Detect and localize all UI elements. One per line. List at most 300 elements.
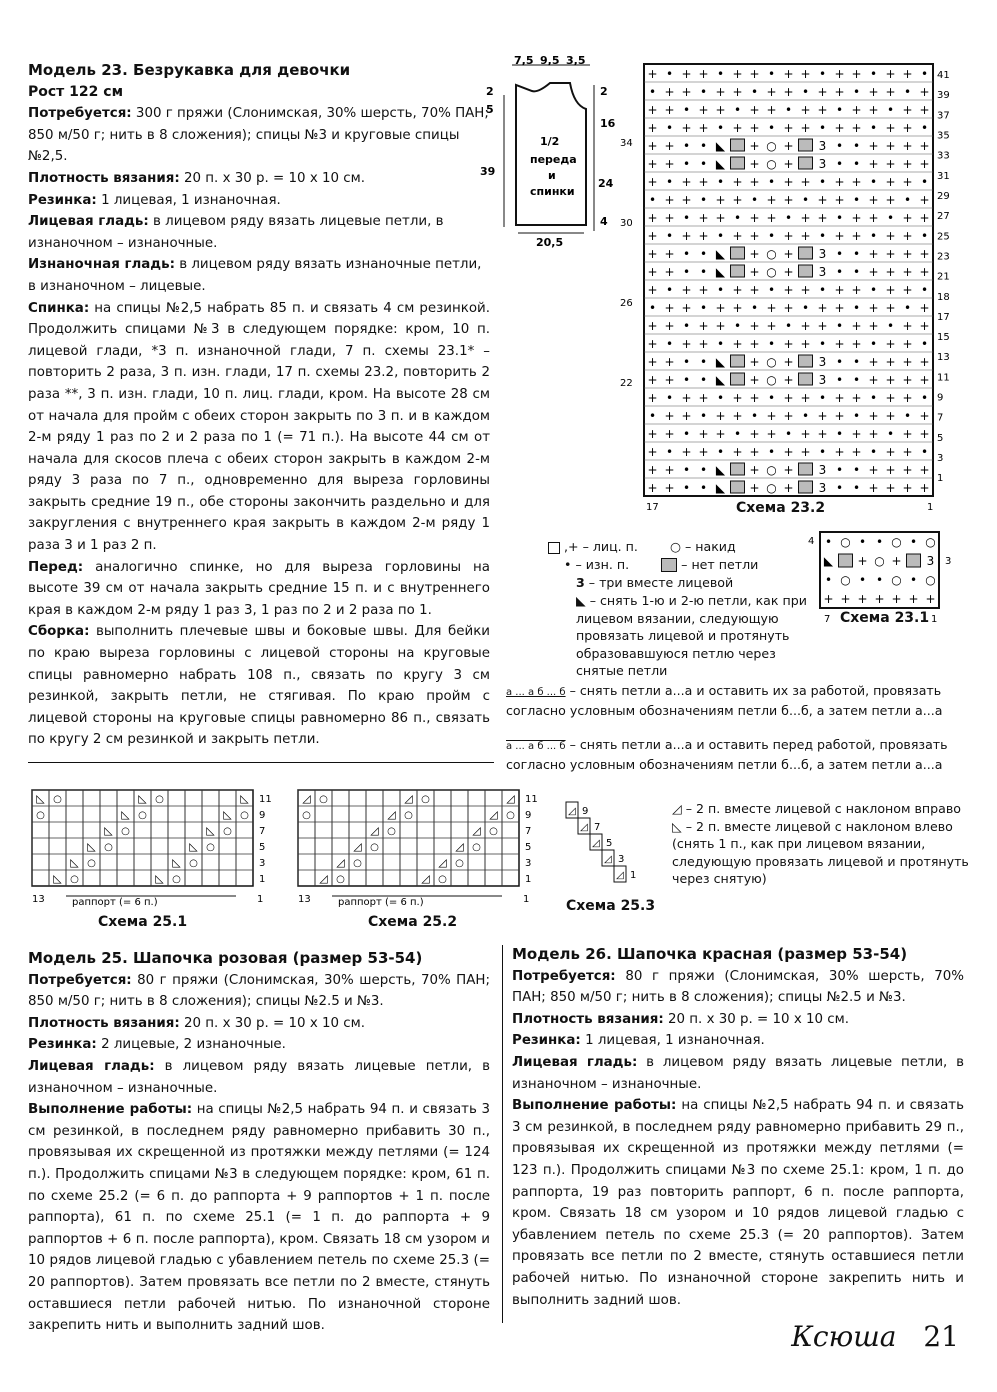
stitch-symbol: • [818, 283, 827, 297]
col-number-right: 1 [931, 614, 938, 625]
stitch-symbol: + [698, 175, 709, 189]
decrease-symbol: ◺ [104, 824, 113, 837]
stitch-symbol: + [664, 103, 675, 117]
divider [28, 762, 494, 763]
stitch-symbol: + [868, 139, 879, 153]
decrease-symbol: ◺ [87, 840, 96, 853]
stitch-symbol: • [665, 445, 674, 459]
stitch-symbol: ○ [766, 139, 777, 153]
col-number-left: 13 [32, 894, 45, 905]
row-number: 5 [606, 838, 613, 849]
row-number-left: 26 [620, 298, 633, 309]
rapport-label: раппорт (= 6 п.) [72, 897, 158, 908]
stitch-symbol: • [869, 229, 878, 243]
stitch-symbol: • [920, 283, 929, 297]
stitch-symbol: + [664, 85, 675, 99]
stitch-symbol: • [699, 463, 708, 477]
stitch-symbol: • [665, 229, 674, 243]
stitch-symbol: + [766, 193, 777, 207]
stitch-symbol: + [919, 139, 930, 153]
decrease-symbol: ◿ [387, 808, 396, 821]
col-number-left: 7 [824, 614, 831, 625]
stitch-symbol: + [919, 211, 930, 225]
model25-text [28, 948, 490, 1337]
stitch-symbol: + [868, 409, 879, 423]
stitch-symbol: + [681, 229, 692, 243]
stitch-symbol: • [852, 301, 861, 315]
stitch-symbol: • [920, 121, 929, 135]
stitch-symbol: + [902, 247, 913, 261]
stitch-symbol: ◣ [715, 139, 726, 153]
legend-cable-back: – снять петли а...а и оставить их за работой, провязать согласно условным обозначениям петли б...б, а затем петли а...а [506, 683, 943, 718]
nostitch-cell [839, 554, 853, 567]
stitch-symbol: + [749, 319, 760, 333]
stitch-symbol: + [885, 337, 896, 351]
footer [791, 1320, 959, 1353]
stitch-symbol: + [664, 355, 675, 369]
stitch-symbol: + [851, 391, 862, 405]
stitch-symbol: + [647, 373, 658, 387]
stitch-symbol: + [749, 481, 760, 495]
stitch-symbol: • [858, 573, 867, 587]
stitch-symbol: + [766, 427, 777, 441]
stitch-symbol: + [823, 592, 834, 606]
stitch-symbol: + [800, 67, 811, 81]
stitch-symbol: + [902, 139, 913, 153]
m25-density-text: 20 п. x 30 р. = 10 x 10 см. [184, 1015, 366, 1031]
stitch-symbol: • [835, 247, 844, 261]
stitch-symbol: + [885, 391, 896, 405]
nostitch-cell [731, 247, 745, 259]
stitch-symbol: + [851, 67, 862, 81]
decrease-symbol: ◺ [206, 824, 215, 837]
stitch-symbol: + [681, 193, 692, 207]
row-number: 1 [259, 874, 266, 885]
stitch-symbol: + [749, 463, 760, 477]
stitch-symbol: + [647, 157, 658, 171]
stitch-symbol: • [665, 337, 674, 351]
yo-symbol: ○ [336, 874, 345, 885]
stitch-symbol: • [869, 337, 878, 351]
model26-text [512, 944, 964, 1311]
stitch-symbol: + [749, 157, 760, 171]
stitch-symbol: + [664, 319, 675, 333]
row-number: 7 [525, 826, 532, 837]
stitch-symbol: • [886, 103, 895, 117]
nostitch-cell [731, 157, 745, 169]
stitch-symbol: + [783, 157, 794, 171]
stitch-symbol: • [835, 265, 844, 279]
stitch-symbol: • [665, 283, 674, 297]
stitch-symbol: + [902, 355, 913, 369]
stitch-symbol: + [834, 121, 845, 135]
yo-symbol: ○ [87, 858, 96, 869]
stitch-symbol: • [665, 67, 674, 81]
stitch-symbol: ○ [766, 373, 777, 387]
piece-label-3: и [548, 169, 556, 182]
row-number: 3 [525, 858, 532, 869]
stitch-symbol: • [818, 67, 827, 81]
stitch-symbol: • [852, 85, 861, 99]
row-number: 3 [618, 854, 625, 865]
cable-back-symbol: а ... а б ... б [506, 687, 566, 698]
model26-title: Модель 26. Шапочка красная (размер 53-54) [512, 945, 908, 963]
stitch-symbol: + [783, 391, 794, 405]
stitch-symbol: + [868, 265, 879, 279]
stitch-symbol: + [800, 337, 811, 351]
stitch-symbol: 3 [818, 157, 827, 171]
schema-25-1-chart [28, 784, 278, 914]
stitch-symbol: • [920, 229, 929, 243]
row-number-right: 7 [937, 412, 944, 424]
stitch-symbol: • [875, 573, 884, 587]
legend-cable-front: – снять петли а...а и оставить перед работой, провязать согласно условным обозначениям петли б...б, а затем петли а...а [506, 737, 948, 772]
stitch-symbol: • [767, 337, 776, 351]
stitch-symbol: + [902, 265, 913, 279]
m26-req-label: Потребуется: [512, 968, 616, 984]
stitch-symbol: + [715, 409, 726, 423]
decrease-symbol: ◿ [404, 792, 413, 805]
stitch-symbol: + [647, 319, 658, 333]
stitch-symbol: + [732, 445, 743, 459]
stitch-symbol: + [664, 265, 675, 279]
stitch-symbol: + [868, 463, 879, 477]
stitch-symbol: • [750, 301, 759, 315]
row-number-right: 1 [937, 473, 944, 485]
stitch-symbol: • [699, 355, 708, 369]
model23-title: Модель 23. Безрукавка для девочки [28, 61, 351, 79]
stitch-symbol: • [835, 373, 844, 387]
stitch-symbol: • [716, 229, 725, 243]
stitch-symbol: + [868, 211, 879, 225]
nostitch-cell [731, 355, 745, 367]
stitch-symbol: • [835, 103, 844, 117]
stitch-symbol: + [766, 319, 777, 333]
stitch-symbol: • [903, 85, 912, 99]
stitch-symbol: + [834, 409, 845, 423]
stitch-symbol: + [647, 247, 658, 261]
rib-label: Резинка: [28, 192, 97, 208]
stitch-symbol: + [783, 139, 794, 153]
m25-req-label: Потребуется: [28, 972, 132, 988]
dim-right-2: 16 [600, 117, 616, 130]
decrease-symbol: ◿ [438, 856, 447, 869]
stitch-symbol: • [699, 157, 708, 171]
yo-symbol: ○ [455, 858, 464, 869]
stitch-symbol: • [682, 373, 691, 387]
stitch-symbol: • [767, 121, 776, 135]
stitch-symbol: • [824, 573, 833, 587]
stitch-symbol: • [852, 463, 861, 477]
stock-text: в лицевом ряду вязать лицевые петли, в изнаночном – изнаночные. [28, 214, 444, 251]
stitch-symbol: + [834, 337, 845, 351]
legend-nostitch: – нет петли [681, 556, 759, 572]
stitch-symbol: ◣ [715, 247, 726, 261]
stitch-symbol: ○ [766, 157, 777, 171]
stitch-symbol: ○ [766, 265, 777, 279]
yo-symbol: ○ [489, 826, 498, 837]
schema-25-2-caption: Схема 25.2 [368, 914, 458, 930]
stitch-symbol: • [869, 283, 878, 297]
stitch-symbol: + [664, 373, 675, 387]
stitch-symbol: + [749, 211, 760, 225]
row-number-right: 25 [937, 231, 950, 243]
stitch-symbol: + [732, 337, 743, 351]
stitch-symbol: • [784, 103, 793, 117]
nostitch-cell [799, 157, 813, 169]
stitch-symbol: + [868, 355, 879, 369]
stitch-symbol: • [767, 175, 776, 189]
stitch-symbol: • [818, 175, 827, 189]
decrease-symbol: ◺ [172, 856, 181, 869]
col-number-left: 17 [646, 502, 659, 513]
stitch-symbol: 3 [818, 139, 827, 153]
schema-25-2-chart [294, 784, 544, 914]
stitch-symbol: + [749, 355, 760, 369]
yo-symbol: ○ [472, 842, 481, 853]
stitch-symbol: • [682, 211, 691, 225]
stitch-symbol: + [664, 211, 675, 225]
stitch-symbol: • [648, 409, 657, 423]
stitch-symbol: + [647, 229, 658, 243]
stitch-symbol: + [902, 67, 913, 81]
stitch-symbol: • [716, 337, 725, 351]
decrease-symbol: ◺ [189, 840, 198, 853]
stitch-symbol: + [664, 481, 675, 495]
yo-symbol: ○ [319, 794, 328, 805]
stitch-symbol: + [732, 67, 743, 81]
back-label: Спинка: [28, 300, 90, 316]
decrease-symbol: ◿ [302, 792, 311, 805]
stitch-symbol: • [818, 121, 827, 135]
stitch-symbol: + [698, 211, 709, 225]
stitch-symbol: • [909, 535, 918, 549]
row-number: 11 [259, 794, 272, 805]
stitch-symbol: • [835, 427, 844, 441]
stitch-symbol: 3 [926, 554, 935, 568]
stitch-symbol: + [817, 319, 828, 333]
stitch-symbol: + [902, 103, 913, 117]
decrease-symbol: ◺ [121, 808, 130, 821]
row-number-left: 34 [620, 138, 633, 149]
stitch-symbol: + [800, 319, 811, 333]
yo-symbol: ○ [353, 858, 362, 869]
m26-density-label: Плотность вязания: [512, 1011, 664, 1027]
stitch-symbol: • [665, 391, 674, 405]
stitch-symbol: + [698, 445, 709, 459]
nostitch-cell [731, 139, 745, 151]
stitch-symbol: • [716, 391, 725, 405]
stitch-symbol: • [682, 265, 691, 279]
m25-work-label: Выполнение работы: [28, 1102, 193, 1118]
stitch-symbol: + [885, 265, 896, 279]
stitch-symbol: + [902, 463, 913, 477]
stitch-symbol: + [919, 103, 930, 117]
stitch-symbol: + [749, 337, 760, 351]
m25-req-text: 80 г пряжи (Слонимская, 30% шерсть, 70% ПАН; 850 м/50 г; нить в 8 сложения); спицы №2.5 и №3. [28, 972, 490, 1010]
stitch-symbol: • [835, 319, 844, 333]
yo-symbol: ○ [302, 810, 311, 821]
stitch-symbol: + [874, 592, 885, 606]
legend-yo: – накид [684, 539, 736, 554]
stitch-symbol: + [647, 355, 658, 369]
stitch-symbol: + [749, 229, 760, 243]
stitch-symbol: + [868, 427, 879, 441]
stitch-symbol: • [835, 463, 844, 477]
legend-cable-front-row [506, 736, 966, 773]
stitch-symbol: + [885, 481, 896, 495]
schema-25-3-caption: Схема 25.3 [566, 898, 656, 914]
stitch-symbol: + [902, 229, 913, 243]
stitch-symbol: + [783, 373, 794, 387]
stitch-symbol: + [732, 283, 743, 297]
stitch-symbol: • [858, 535, 867, 549]
stitch-symbol: + [749, 427, 760, 441]
stitch-symbol: • [852, 157, 861, 171]
stitch-symbol: + [647, 337, 658, 351]
stitch-symbol: + [868, 85, 879, 99]
stitch-symbol: + [783, 247, 794, 261]
stitch-symbol: + [902, 391, 913, 405]
row-number-right: 15 [937, 332, 950, 344]
dim-left-3: 39 [480, 165, 496, 178]
stitch-symbol: • [716, 121, 725, 135]
legend-25 [672, 800, 972, 888]
piece-label-2: переда [530, 153, 577, 166]
dim-right-4: 4 [600, 215, 608, 228]
stitch-symbol: + [698, 67, 709, 81]
stitch-symbol: + [817, 103, 828, 117]
schema-25-1-caption: Схема 25.1 [98, 914, 188, 930]
stitch-symbol: + [919, 319, 930, 333]
row-number: 5 [525, 842, 532, 853]
row-number: 5 [259, 842, 266, 853]
stitch-symbol: + [868, 157, 879, 171]
legend-k3tog: – три вместе лицевой [588, 575, 734, 590]
stitch-symbol: + [891, 554, 902, 568]
row-number: 3 [259, 858, 266, 869]
stitch-symbol: + [783, 193, 794, 207]
decrease-symbol: ◿ [489, 808, 498, 821]
stitch-symbol: • [648, 85, 657, 99]
stitch-symbol: ○ [840, 535, 851, 549]
stitch-symbol: • [750, 193, 759, 207]
stitch-symbol: + [732, 121, 743, 135]
stitch-symbol: + [885, 355, 896, 369]
slip-symbol-icon: ◣ [576, 593, 586, 608]
stitch-symbol: + [891, 592, 902, 606]
stitch-symbol: • [784, 319, 793, 333]
m25-stock-text: в лицевом ряду вязать лицевые петли, в изнаночном – изнаночные. [28, 1058, 490, 1096]
stitch-symbol: + [681, 445, 692, 459]
stitch-symbol: + [664, 193, 675, 207]
stitch-symbol: ◣ [715, 265, 726, 279]
schema-23-2-caption: Схема 23.2 [736, 500, 826, 516]
stitch-symbol: + [749, 67, 760, 81]
stitch-symbol: + [868, 247, 879, 261]
stitch-symbol: + [851, 283, 862, 297]
stitch-symbol: • [682, 355, 691, 369]
row-number: 9 [259, 810, 266, 821]
yo-symbol: ○ [104, 842, 113, 853]
row-number-right: 9 [937, 392, 944, 404]
dim-top-3: 3,5 [566, 54, 586, 67]
stitch-symbol: + [783, 409, 794, 423]
assembly-text: выполнить плечевые швы и боковые швы. Для бейки по краю выреза горловины с лицевой стороны на круговые спицы равномерно набрать 108 п., связать по кругу 3 см резинкой, закрыть петли, не стягивая. По краю пройм с лицевой стороны на круговые спицы равномерно 86 п., связать по кругу 2 см резинкой и закрыть петли. [28, 624, 490, 748]
rib-text: 1 лицевая, 1 изнаночная. [101, 192, 281, 208]
stitch-symbol: + [749, 247, 760, 261]
nostitch-cell [799, 463, 813, 475]
row-number-right: 18 [937, 291, 950, 303]
stitch-symbol: • [903, 193, 912, 207]
stitch-symbol: + [902, 337, 913, 351]
m26-rib-text: 1 лицевая, 1 изнаночная. [585, 1033, 765, 1049]
col-number-right: 1 [257, 894, 264, 905]
m25-rib-text: 2 лицевые, 2 изнаночные. [101, 1037, 286, 1053]
stitch-symbol: • [665, 121, 674, 135]
stitch-symbol: + [902, 157, 913, 171]
stitch-symbol: + [919, 85, 930, 99]
stitch-symbol: + [885, 157, 896, 171]
stitch-symbol: + [868, 373, 879, 387]
stitch-symbol: + [851, 211, 862, 225]
back-text: на спицы №2,5 набрать 85 п. и связать 4 см резинкой. Продолжить спицами №3 в следующем порядке: кром, 10 п. лицевой глади, *3 п. изнаночной глади, 7 п. схемы 23.1* – повторить 2 раза, 3 п. изн. глади, 17 п. схемы 23.2, повторить 2 раза **, 3 п. изн. глади, 10 п. лиц. глади, кром. На высоте 28 см от начала для пройм с обеих сторон закрыть по 3 п. и в каждом 2-м ряду 1 раз по 2 и 2 раза по 1 (= 71 п.). На высоте 44 см от начала для скосов плеча с обеих сторон закрыть в каждом 2-м ряду 3 раза по 7 п., одновременно для выреза горловины закрыть средние 19 п., обе стороны закончить раздельно и для закругления с внутреннего края закрыть в каждом 2-м ряду 1 раза 3 и 1 раз 2 п. [28, 300, 490, 554]
stitch-symbol: + [834, 283, 845, 297]
yo-symbol: ○ [36, 810, 45, 821]
stitch-symbol: • [852, 481, 861, 495]
stitch-symbol: + [783, 229, 794, 243]
piece-label-4: спинки [530, 185, 575, 198]
stitch-symbol: • [852, 247, 861, 261]
stitch-symbol: + [749, 283, 760, 297]
stitch-symbol: • [682, 157, 691, 171]
stitch-symbol: + [749, 175, 760, 189]
stitch-symbol: + [817, 409, 828, 423]
stitch-symbol: • [886, 211, 895, 225]
stitch-symbol: + [868, 301, 879, 315]
stitch-symbol: ○ [840, 573, 851, 587]
stitch-symbol: ○ [766, 355, 777, 369]
stitch-symbol: • [835, 211, 844, 225]
stitch-symbol: + [783, 481, 794, 495]
stitch-symbol: + [766, 103, 777, 117]
stitch-symbol: • [852, 265, 861, 279]
decrease-symbol: ◿ [421, 872, 430, 885]
stitch-symbol: + [800, 445, 811, 459]
stitch-symbol: • [801, 85, 810, 99]
stitch-symbol: • [767, 445, 776, 459]
stitch-symbol: • [835, 481, 844, 495]
stitch-symbol: + [868, 319, 879, 333]
stitch-symbol: + [715, 85, 726, 99]
stitch-symbol: + [902, 427, 913, 441]
decrease-symbol: ◺ [223, 808, 232, 821]
stitch-symbol: + [885, 247, 896, 261]
stitch-symbol: + [647, 391, 658, 405]
stitch-symbol: + [647, 445, 658, 459]
stitch-symbol: • [852, 139, 861, 153]
stitch-symbol: + [885, 409, 896, 423]
density-text: 20 п. x 30 р. = 10 x 10 см. [184, 170, 366, 186]
stitch-symbol: + [902, 481, 913, 495]
front-text: аналогично спинке, но для выреза горловины на высоте 39 см от начала закрыть средние 15 п. и с внутреннего края в каждом 2-м ряду 1 раз 3, 1 раз по 2 и 2 раза по 1. [28, 559, 491, 618]
stitch-symbol: + [851, 427, 862, 441]
row-number-right: 29 [937, 190, 950, 202]
dim-right-1: 2 [600, 85, 608, 98]
decrease-symbol: ◿ [472, 824, 481, 837]
stitch-symbol: + [919, 355, 930, 369]
yo-symbol: ○ [138, 810, 147, 821]
